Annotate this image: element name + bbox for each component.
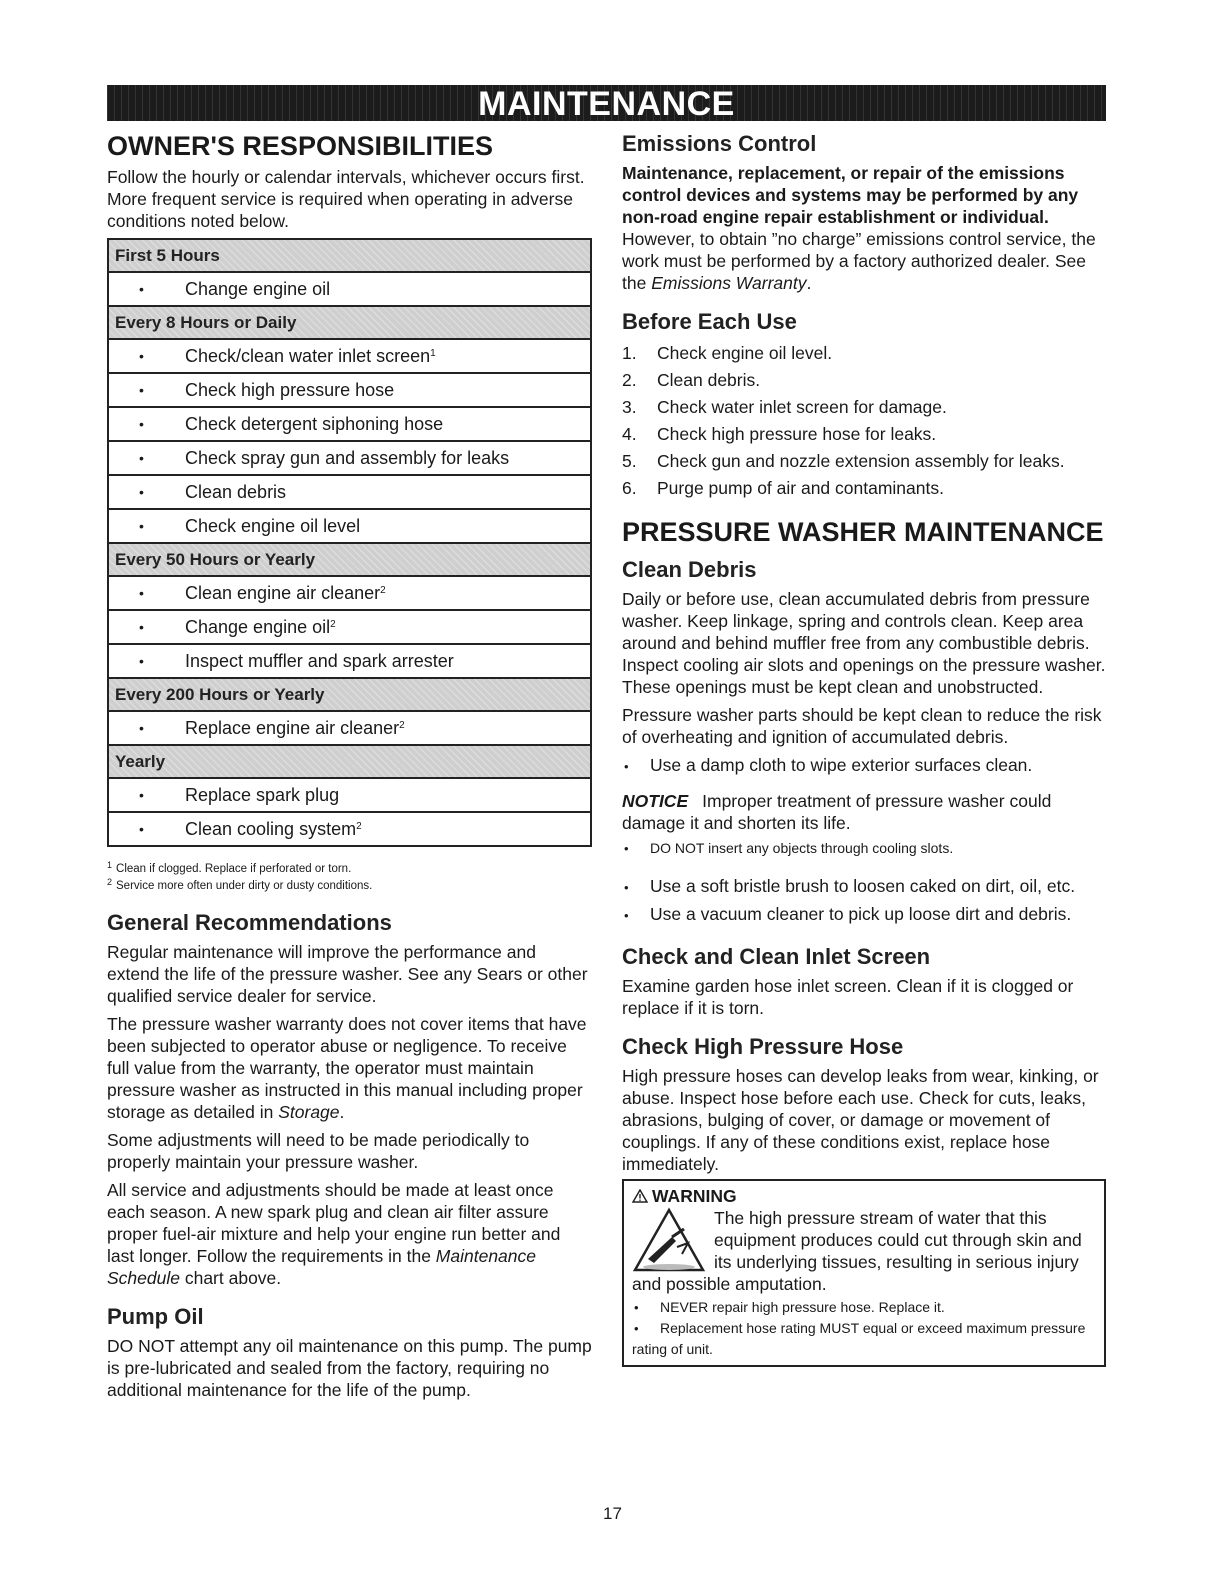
step-number: 6. xyxy=(622,478,637,498)
footnote-reference: 2 xyxy=(399,720,405,731)
before-each-use-list xyxy=(622,340,1106,502)
cleaning-tips-list xyxy=(622,873,1106,929)
list-item xyxy=(622,475,1106,502)
clean-debris-heading: Clean Debris xyxy=(622,557,757,582)
bullet-glyph: • xyxy=(634,1300,639,1315)
bullet-glyph: • xyxy=(139,720,144,736)
bullet-glyph: • xyxy=(139,484,144,500)
list-item xyxy=(622,394,1106,421)
schedule-task-row xyxy=(109,609,590,643)
list-item-text: Replacement hose rating MUST equal or exceed maximum pressure rating of unit. xyxy=(632,1320,1086,1357)
schedule-task-row xyxy=(109,811,590,845)
general-paragraph-4 xyxy=(107,1179,592,1289)
notice-bullets xyxy=(622,838,1106,859)
warning-heading-line xyxy=(632,1185,1096,1207)
bullet-glyph: • xyxy=(139,450,144,466)
bullet-glyph: • xyxy=(139,518,144,534)
step-number: 3. xyxy=(622,397,637,417)
bullet-glyph: • xyxy=(624,759,629,774)
schedule-task-text: Replace engine air cleaner xyxy=(185,718,400,738)
warning-triangle-icon xyxy=(632,1189,648,1203)
storage-reference: Storage xyxy=(278,1102,340,1122)
text-run: All service and adjustments should be made at least once each season. A new spark plug and clean air filter assure proper fuel-air mixture and help your engine run better and last longer. Follow the requirements in the xyxy=(107,1180,561,1266)
schedule-task-text: Clean cooling system xyxy=(185,819,357,839)
list-item-text: Use a soft bristle brush to loosen caked on dirt, oil, etc. xyxy=(650,876,1076,896)
left-column xyxy=(107,130,592,1401)
schedule-interval-heading: Every 200 Hours or Yearly xyxy=(109,677,590,710)
bullet-glyph: • xyxy=(139,653,144,669)
general-paragraph-3: Some adjustments will need to be made periodically to properly maintain your pressure washer. xyxy=(107,1130,530,1172)
schedule-task-text: Clean debris xyxy=(185,482,287,502)
footnote-text: Service more often under dirty or dusty conditions. xyxy=(116,880,373,892)
warning-bullets xyxy=(632,1297,1096,1359)
bullet-glyph: • xyxy=(634,1321,639,1336)
footnote-2 xyxy=(107,878,592,895)
schedule-task-text: Change engine oil xyxy=(185,279,331,299)
inlet-screen-text: Examine garden hose inlet screen. Clean if it is clogged or replace if it is torn. xyxy=(622,976,1074,1018)
section-title: MAINTENANCE xyxy=(478,85,735,123)
warning-text: The high pressure stream of water that this equipment produces could cut through skin and its underlying tissues, resulting in serious injury and possible amputation. xyxy=(632,1208,1082,1294)
schedule-task-text: Check detergent siphoning hose xyxy=(185,414,444,434)
step-text: Purge pump of air and contaminants. xyxy=(657,478,944,498)
emissions-control-heading: Emissions Control xyxy=(622,131,817,156)
list-item xyxy=(622,752,1106,780)
footnote-text: Clean if clogged. Replace if perforated or torn. xyxy=(116,863,352,875)
schedule-task-text: Inspect muffler and spark arrester xyxy=(185,651,454,671)
schedule-task-row xyxy=(109,643,590,677)
owner-intro: Follow the hourly or calendar intervals, whichever occurs first. More frequent service is required when operating in adverse conditions noted below. xyxy=(107,167,585,231)
bullet-glyph: • xyxy=(624,908,629,923)
schedule-task-row xyxy=(109,508,590,542)
clean-debris-paragraph-1: Daily or before use, clean accumulated debris from pressure washer. Keep linkage, spring and controls clean. Keep area around and behind muffler free from any combustible debris. Inspect cooling air slots and openings on the pressure washer. These openings must be kept clean and unobstructed. xyxy=(622,589,1106,697)
page-number: 17 xyxy=(603,1504,622,1523)
step-number: 5. xyxy=(622,451,637,471)
footnote-mark: 2 xyxy=(107,877,113,887)
section-banner xyxy=(107,85,1106,121)
schedule-task-row xyxy=(109,338,590,372)
injection-hazard-icon xyxy=(632,1207,706,1273)
high-pressure-hose-heading: Check High Pressure Hose xyxy=(622,1034,904,1059)
bullet-glyph: • xyxy=(139,348,144,364)
schedule-task-text: Check spray gun and assembly for leaks xyxy=(185,448,510,468)
general-paragraph-1: Regular maintenance will improve the performance and extend the life of the pressure washer. See any Sears or other qualified service dealer for service. xyxy=(107,942,588,1006)
step-text: Check gun and nozzle extension assembly for leaks. xyxy=(657,451,1065,471)
schedule-task-row xyxy=(109,777,590,811)
notice-block xyxy=(622,790,1106,834)
bullet-glyph: • xyxy=(624,880,629,895)
warning-label: WARNING xyxy=(652,1186,737,1206)
emissions-paragraph xyxy=(622,162,1106,294)
bullet-glyph: • xyxy=(624,841,629,856)
list-item xyxy=(622,838,1106,859)
schedule-task-text: Change engine oil xyxy=(185,617,331,637)
pump-oil-heading: Pump Oil xyxy=(107,1304,204,1329)
bullet-glyph: • xyxy=(139,585,144,601)
list-item xyxy=(632,1318,1096,1359)
schedule-task-row xyxy=(109,474,590,508)
schedule-task-text: Check engine oil level xyxy=(185,516,361,536)
bullet-glyph: • xyxy=(139,619,144,635)
list-item-text: Use a damp cloth to wipe exterior surfaces clean. xyxy=(650,755,1033,775)
step-text: Clean debris. xyxy=(657,370,761,390)
list-item xyxy=(622,367,1106,394)
footnotes xyxy=(107,861,592,895)
step-number: 1. xyxy=(622,343,637,363)
before-each-use-heading: Before Each Use xyxy=(622,309,797,334)
schedule-task-row xyxy=(109,440,590,474)
text-run: chart above. xyxy=(179,1268,282,1288)
bullet-glyph: • xyxy=(139,416,144,432)
list-item-text: DO NOT insert any objects through cooling slots. xyxy=(650,840,954,856)
text-run: . xyxy=(339,1102,345,1122)
footnote-reference: 2 xyxy=(356,821,362,832)
pump-oil-text: DO NOT attempt any oil maintenance on this pump. The pump is pre-lubricated and sealed from the factory, requiring no additional maintenance for the life of the pump. xyxy=(107,1336,592,1400)
emissions-bold-text: Maintenance, replacement, or repair of the emissions control devices and systems may be performed by any non-road engine repair establishment or individual. xyxy=(622,163,1079,227)
schedule-interval-heading: Yearly xyxy=(109,744,590,777)
clean-debris-bullets xyxy=(622,752,1106,780)
footnote-mark: 1 xyxy=(107,860,113,870)
bullet-glyph: • xyxy=(139,281,144,297)
owner-responsibilities-heading: OWNER'S RESPONSIBILITIES xyxy=(107,131,493,161)
schedule-task-text: Replace spark plug xyxy=(185,785,340,805)
bullet-glyph: • xyxy=(139,382,144,398)
list-item xyxy=(622,340,1106,367)
step-text: Check water inlet screen for damage. xyxy=(657,397,947,417)
schedule-task-text: Clean engine air cleaner xyxy=(185,583,381,603)
list-item xyxy=(632,1297,1096,1318)
list-item-text: NEVER repair high pressure hose. Replace it. xyxy=(660,1299,945,1315)
schedule-task-text: Check high pressure hose xyxy=(185,380,395,400)
text-run: . xyxy=(806,273,812,293)
schedule-interval-heading: First 5 Hours xyxy=(109,240,590,271)
list-item xyxy=(622,448,1106,475)
footnote-reference: 1 xyxy=(430,348,436,359)
schedule-task-row xyxy=(109,271,590,305)
high-pressure-hose-text: High pressure hoses can develop leaks from wear, kinking, or abuse. Inspect hose before each use. Check for cuts, leaks, abrasions, bulging of cover, or damage or movement of couplings. If any of these conditions exist, replace hose immediately. xyxy=(622,1066,1099,1174)
schedule-interval-heading: Every 8 Hours or Daily xyxy=(109,305,590,338)
maintenance-schedule-table xyxy=(107,238,592,847)
clean-debris-paragraph-2: Pressure washer parts should be kept clean to reduce the risk of overheating and ignition of accumulated debris. xyxy=(622,705,1102,747)
general-recommendations-heading: General Recommendations xyxy=(107,910,392,935)
text-run: However, to obtain ”no charge” emissions control service, the work must be performed by a factory authorized dealer. See the xyxy=(622,229,1096,293)
text-run: The pressure washer warranty does not cover items that have been subjected to operator abuse or negligence. To receive full value from the warranty, the operator must maintain pressure washer as instructed in this manual including proper storage as detailed in xyxy=(107,1014,587,1122)
schedule-task-text: Check/clean water inlet screen xyxy=(185,346,431,366)
list-item xyxy=(622,421,1106,448)
bullet-glyph: • xyxy=(139,821,144,837)
footnote-reference: 2 xyxy=(380,585,386,596)
general-paragraph-2 xyxy=(107,1013,592,1123)
list-item xyxy=(622,901,1106,929)
step-text: Check high pressure hose for leaks. xyxy=(657,424,937,444)
step-number: 2. xyxy=(622,370,637,390)
list-item xyxy=(622,873,1106,901)
schedule-task-row xyxy=(109,372,590,406)
schedule-task-row xyxy=(109,575,590,609)
bullet-glyph: • xyxy=(139,787,144,803)
notice-text: Improper treatment of pressure washer could damage it and shorten its life. xyxy=(622,791,1052,833)
right-column xyxy=(622,130,1106,1367)
schedule-interval-heading: Every 50 Hours or Yearly xyxy=(109,542,590,575)
pressure-washer-maintenance-heading: PRESSURE WASHER MAINTENANCE xyxy=(622,517,1104,547)
schedule-task-row xyxy=(109,710,590,744)
emissions-warranty-reference: Emissions Warranty xyxy=(651,273,807,293)
step-text: Check engine oil level. xyxy=(657,343,833,363)
list-item-text: Use a vacuum cleaner to pick up loose dirt and debris. xyxy=(650,904,1072,924)
inlet-screen-heading: Check and Clean Inlet Screen xyxy=(622,944,931,969)
warning-box xyxy=(622,1179,1106,1367)
step-number: 4. xyxy=(622,424,637,444)
footnote-reference: 2 xyxy=(330,619,336,630)
footnote-1 xyxy=(107,861,592,878)
notice-label: NOTICE xyxy=(622,791,689,811)
maintenance-schedule-reference: Maintenance Schedule xyxy=(107,1246,537,1288)
schedule-task-row xyxy=(109,406,590,440)
